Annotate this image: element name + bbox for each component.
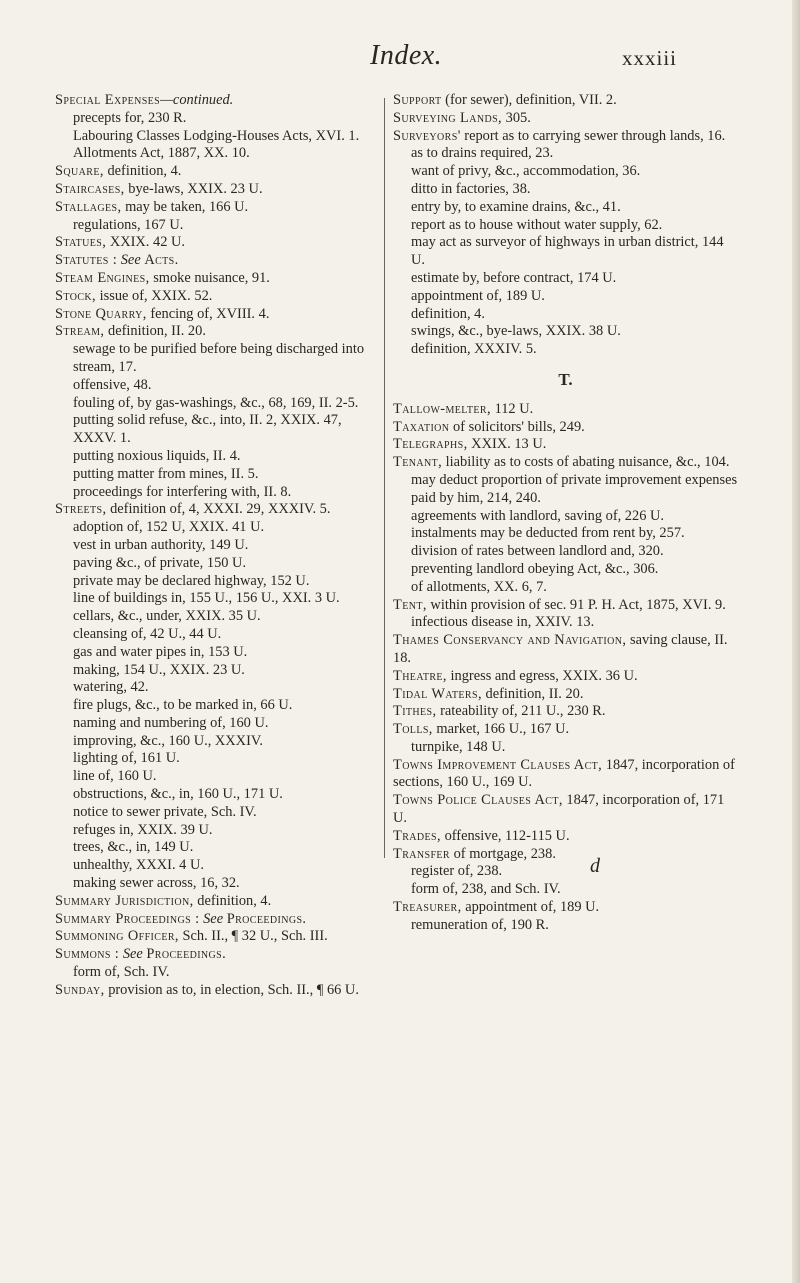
entry-term: Tolls, [393, 721, 433, 738]
entry-text: making, 154 U., XXIX. 23 U. [73, 661, 245, 678]
entry-text: cellars, &c., under, XXIX. 35 U. [73, 608, 261, 625]
entry-term: Surveyors' [393, 127, 461, 144]
index-subentry [55, 573, 380, 591]
entry-text: appointment of, 189 U. [461, 899, 600, 916]
entry-term: Acts. [144, 252, 179, 269]
index-subentry [55, 145, 380, 163]
entry-text: definition, 4. [103, 163, 182, 180]
index-subentry [55, 555, 380, 573]
entry-term: Stallages, [55, 198, 122, 215]
index-subentry [55, 839, 380, 857]
entry-text: cleansing of, 42 U., 44 U. [73, 625, 222, 642]
index-subentry [393, 163, 738, 181]
entry-text: ditto in factories, 38. [411, 180, 531, 197]
index-heading [393, 436, 738, 454]
entry-text: issue of, XXIX. 52. [96, 287, 213, 304]
signature-mark: d [590, 855, 600, 877]
entry-text: private may be declared highway, 152 U. [73, 572, 310, 589]
entry-term: Support [393, 92, 442, 108]
index-subentry [55, 662, 380, 680]
index-heading [55, 234, 380, 252]
entry-text: of allotments, XX. 6, 7. [411, 578, 547, 595]
index-subentry [393, 145, 738, 163]
entry-text: adoption of, 152 U, XXIX. 41 U. [73, 519, 265, 536]
index-heading [393, 401, 738, 419]
index-subentry [55, 857, 380, 875]
entry-text: report as to house without water supply, 62. [411, 216, 663, 233]
entry-text: within provision of sec. 91 P. H. Act, 1875, XVI. 9. [426, 596, 726, 613]
index-heading [393, 92, 738, 110]
entry-text: remuneration of, 190 R. [411, 916, 549, 933]
entry-text: infectious disease in, XXIV. 13. [411, 614, 595, 631]
entry-text: preventing landlord obeying Act, &c., 306. [411, 560, 659, 577]
entry-term: Summary Proceedings : [55, 910, 200, 927]
entry-term: Summoning Officer, [55, 928, 179, 945]
entry-term: Stock, [55, 287, 97, 304]
entry-text: provision as to, in election, Sch. II., ¶ 66 U. [104, 981, 359, 998]
entry-term: Telegraphs, [393, 436, 468, 453]
index-subentry [55, 964, 380, 982]
entry-text: estimate by, before contract, 174 U. [411, 269, 617, 286]
entry-term: Steam Engines, [55, 269, 150, 286]
entry-term: Towns Police Clauses Act, [393, 792, 563, 809]
entry-text: proceedings for interfering with, II. 8. [73, 483, 292, 500]
entry-text: sewage to be purified before being discharged into stream, 17. [73, 341, 365, 375]
index-heading [393, 686, 738, 704]
index-subentry [393, 614, 738, 632]
entry-text: want of privy, &c., accommodation, 36. [411, 163, 641, 180]
entry-text: ingress and egress, XXIX. 36 U. [446, 667, 638, 684]
index-heading [393, 792, 738, 828]
index-heading [55, 911, 380, 929]
entry-text: fire plugs, &c., to be marked in, 66 U. [73, 697, 293, 714]
index-heading [55, 306, 380, 324]
entry-text: paving &c., of private, 150 U. [73, 554, 247, 571]
entry-text: XXIX. 42 U. [106, 234, 185, 251]
entry-term: Tidal Waters, [393, 685, 482, 702]
index-subentry [393, 917, 738, 935]
index-heading [393, 632, 738, 668]
entry-term: Proceedings. [146, 946, 227, 963]
entry-term: Trades, [393, 827, 441, 844]
entry-term: Tent, [393, 596, 427, 613]
page-title: Index. [370, 40, 443, 71]
page-number: xxxiii [622, 46, 678, 70]
entry-term: Proceedings. [226, 910, 307, 927]
entry-text: unhealthy, XXXI. 4 U. [73, 857, 204, 874]
index-heading [55, 92, 380, 110]
entry-text: appointment of, 189 U. [411, 287, 545, 304]
entry-text: Sch. II., ¶ 32 U., Sch. III. [178, 928, 328, 945]
entry-term: Statutes : [55, 252, 118, 269]
index-heading [55, 946, 380, 964]
entry-text: swings, &c., bye-laws, XXIX. 38 U. [411, 323, 621, 340]
entry-text: rateability of, 211 U., 230 R. [436, 703, 606, 720]
index-subentry [55, 750, 380, 768]
index-subentry [55, 341, 380, 377]
column-rule [384, 98, 385, 858]
entry-text: line of buildings in, 155 U., 156 U., XXI. 3 U. [73, 590, 340, 607]
section-letter: T. [558, 369, 573, 389]
index-subentry [393, 217, 738, 235]
index-subentry [393, 863, 738, 881]
index-heading [393, 454, 738, 472]
entry-term: Surveying Lands, [393, 109, 503, 126]
index-subentry [393, 881, 738, 899]
index-subentry [55, 448, 380, 466]
index-subentry [55, 715, 380, 733]
index-subentry [393, 199, 738, 217]
entry-term: Tenant, [393, 454, 443, 471]
index-subentry [55, 733, 380, 751]
index-subentry [55, 679, 380, 697]
entry-text: register of, 238. [411, 863, 503, 880]
entry-text: fencing of, XVIII. 4. [146, 305, 270, 322]
entry-text: 1847, incorporation of, 171 U. [393, 792, 725, 827]
index-heading [393, 899, 738, 917]
entry-term: Thames Conservancy and Navigation, [393, 632, 627, 649]
index-subentry [55, 786, 380, 804]
entry-text: form of, Sch. IV. [73, 964, 170, 981]
entry-text: market, 166 U., 167 U. [432, 721, 570, 738]
entry-text: may deduct proportion of private improvement expenses paid by him, 214, 240. [411, 471, 738, 506]
index-subentry [393, 306, 738, 324]
index-subentry [393, 543, 738, 561]
index-subentry [55, 466, 380, 484]
entry-text: of mortgage, 238. [450, 845, 556, 862]
index-subentry [55, 608, 380, 626]
entry-text: refuges in, XXIX. 39 U. [73, 821, 213, 838]
index-subentry [393, 508, 738, 526]
entry-term: Tallow-melter, [393, 400, 491, 417]
entry-term: Summons : [55, 946, 120, 963]
index-subentry [393, 270, 738, 288]
index-subentry [393, 288, 738, 306]
page-edge [792, 0, 800, 1283]
entry-text: form of, 238, and Sch. IV. [411, 881, 561, 898]
entry-text: obstructions, &c., in, 160 U., 171 U. [73, 786, 283, 803]
index-heading [393, 757, 738, 793]
index-subentry [55, 697, 380, 715]
entry-text: putting solid refuse, &c., into, II. 2, XXIX. 47, XXXV. 1. [73, 412, 342, 447]
entry-text: 305. [502, 109, 531, 126]
index-heading [393, 110, 738, 128]
index-subentry [55, 519, 380, 537]
index-subentry [55, 644, 380, 662]
entry-text: regulations, 167 U. [73, 216, 184, 233]
entry-text: definition, II. 20. [104, 323, 206, 340]
entry-text: Labouring Classes Lodging-Houses Acts, XVI. 1. [73, 127, 360, 144]
entry-text: definition, XXXIV. 5. [411, 341, 537, 358]
entry-term: Transfer [393, 845, 451, 862]
index-heading [55, 982, 380, 1000]
entry-text: precepts for, 230 R. [73, 109, 187, 126]
index-heading [55, 288, 380, 306]
entry-text: definition of, 4, XXXI. 29, XXXIV. 5. [106, 501, 331, 518]
entry-text: offensive, 112-115 U. [440, 827, 570, 844]
entry-term: Sunday, [55, 981, 105, 998]
entry-text: putting matter from mines, II. 5. [73, 465, 259, 482]
see-reference: —continued. [160, 92, 234, 108]
index-subentry [55, 537, 380, 555]
entry-text: XXIX. 13 U. [467, 436, 547, 453]
entry-term: Statues, [55, 234, 107, 251]
entry-text: report as to carrying sewer through lands, 16. [460, 127, 726, 144]
index-subentry [55, 822, 380, 840]
index-subentry [55, 875, 380, 893]
index-subentry [393, 472, 738, 508]
index-heading [393, 668, 738, 686]
entry-text: may act as surveyor of highways in urban district, 144 U. [411, 234, 724, 269]
entry-term: Taxation [393, 418, 450, 435]
entry-text: definition, 4. [193, 892, 272, 909]
index-subentry [55, 626, 380, 644]
index-heading [55, 270, 380, 288]
see-reference: See [199, 910, 227, 927]
index-heading [55, 163, 380, 181]
see-reference: See [119, 946, 147, 963]
entry-text: may be taken, 166 U. [121, 198, 249, 215]
index-subentry [55, 128, 380, 146]
index-heading [393, 597, 738, 615]
entry-text: offensive, 48. [73, 376, 152, 393]
index-subentry [55, 217, 380, 235]
entry-text: 1847, incorporation of sections, 160 U., 169 U. [393, 756, 735, 791]
index-heading [55, 928, 380, 946]
entry-term: Tithes, [393, 703, 437, 720]
entry-text: turnpike, 148 U. [411, 738, 506, 755]
entry-text: definition, 4. [411, 305, 485, 322]
running-header [0, 40, 800, 80]
entry-term: Stone Quarry, [55, 305, 147, 322]
index-subentry [55, 412, 380, 448]
index-subentry [393, 323, 738, 341]
entry-text: lighting of, 161 U. [73, 750, 180, 767]
entry-text: entry by, to examine drains, &c., 41. [411, 198, 621, 215]
entry-text: of solicitors' bills, 249. [449, 418, 585, 435]
entry-text: definition, II. 20. [481, 685, 584, 702]
entry-text: 112 U. [490, 400, 534, 417]
index-heading [55, 199, 380, 217]
entry-text: line of, 160 U. [73, 768, 157, 785]
index-subentry [55, 110, 380, 128]
entry-term: Streets, [55, 501, 107, 518]
index-subentry [393, 739, 738, 757]
entry-term: Staircases, [55, 180, 125, 197]
index-subentry [55, 395, 380, 413]
index-column-left [55, 92, 380, 1000]
index-heading [55, 501, 380, 519]
entry-term: Square, [55, 163, 104, 180]
index-heading [393, 721, 738, 739]
entry-text: liability as to costs of abating nuisance, &c., 104. [442, 454, 730, 471]
index-heading [393, 128, 738, 146]
entry-text: smoke nuisance, 91. [149, 269, 270, 286]
index-column-right [393, 92, 738, 935]
entry-text: vest in urban authority, 149 U. [73, 536, 249, 553]
index-heading [393, 419, 738, 437]
index-heading [55, 323, 380, 341]
entry-text: gas and water pipes in, 153 U. [73, 643, 248, 660]
entry-term: Towns Improvement Clauses Act, [393, 756, 603, 773]
index-subentry [55, 768, 380, 786]
entry-text: putting noxious liquids, II. 4. [73, 447, 241, 464]
entry-text: naming and numbering of, 160 U. [73, 714, 269, 731]
entry-text: saving clause, II. 18. [393, 632, 728, 666]
index-subentry [55, 590, 380, 608]
entry-text: making sewer across, 16, 32. [73, 875, 240, 892]
entry-text: bye-laws, XXIX. 23 U. [124, 180, 263, 197]
entry-text: improving, &c., 160 U., XXXIV. [73, 732, 264, 749]
entry-text: notice to sewer private, Sch. IV. [73, 803, 257, 820]
entry-text: as to drains required, 23. [411, 145, 554, 162]
entry-term: Stream, [55, 323, 105, 340]
index-heading [55, 893, 380, 911]
index-subentry [393, 579, 738, 597]
entry-text: trees, &c., in, 149 U. [73, 839, 194, 856]
entry-text: fouling of, by gas-washings, &c., 68, 169, II. 2-5. [73, 394, 359, 411]
index-subentry [55, 484, 380, 502]
index-subentry [393, 525, 738, 543]
index-subentry [393, 341, 738, 359]
entry-text: division of rates between landlord and, 320. [411, 543, 664, 560]
entry-text: agreements with landlord, saving of, 226 U. [411, 507, 664, 524]
index-subentry [55, 377, 380, 395]
index-heading [393, 828, 738, 846]
entry-text: watering, 42. [73, 679, 149, 696]
entry-text: instalments may be deducted from rent by, 257. [411, 525, 685, 542]
index-heading [55, 252, 380, 270]
index-heading [393, 703, 738, 721]
index-subentry [393, 561, 738, 579]
entry-term: Summary Jurisdiction, [55, 892, 194, 909]
see-reference: See [117, 252, 145, 269]
entry-term: Treasurer, [393, 899, 462, 916]
index-subentry [55, 804, 380, 822]
entry-term: Theatre, [393, 667, 447, 684]
index-subentry [393, 181, 738, 199]
index-heading [393, 846, 738, 864]
entry-text: (for sewer), definition, VII. 2. [441, 92, 617, 108]
entry-text: Allotments Act, 1887, XX. 10. [73, 145, 250, 162]
index-heading [55, 181, 380, 199]
entry-term: Special Expenses [55, 92, 161, 108]
index-subentry [393, 234, 738, 270]
